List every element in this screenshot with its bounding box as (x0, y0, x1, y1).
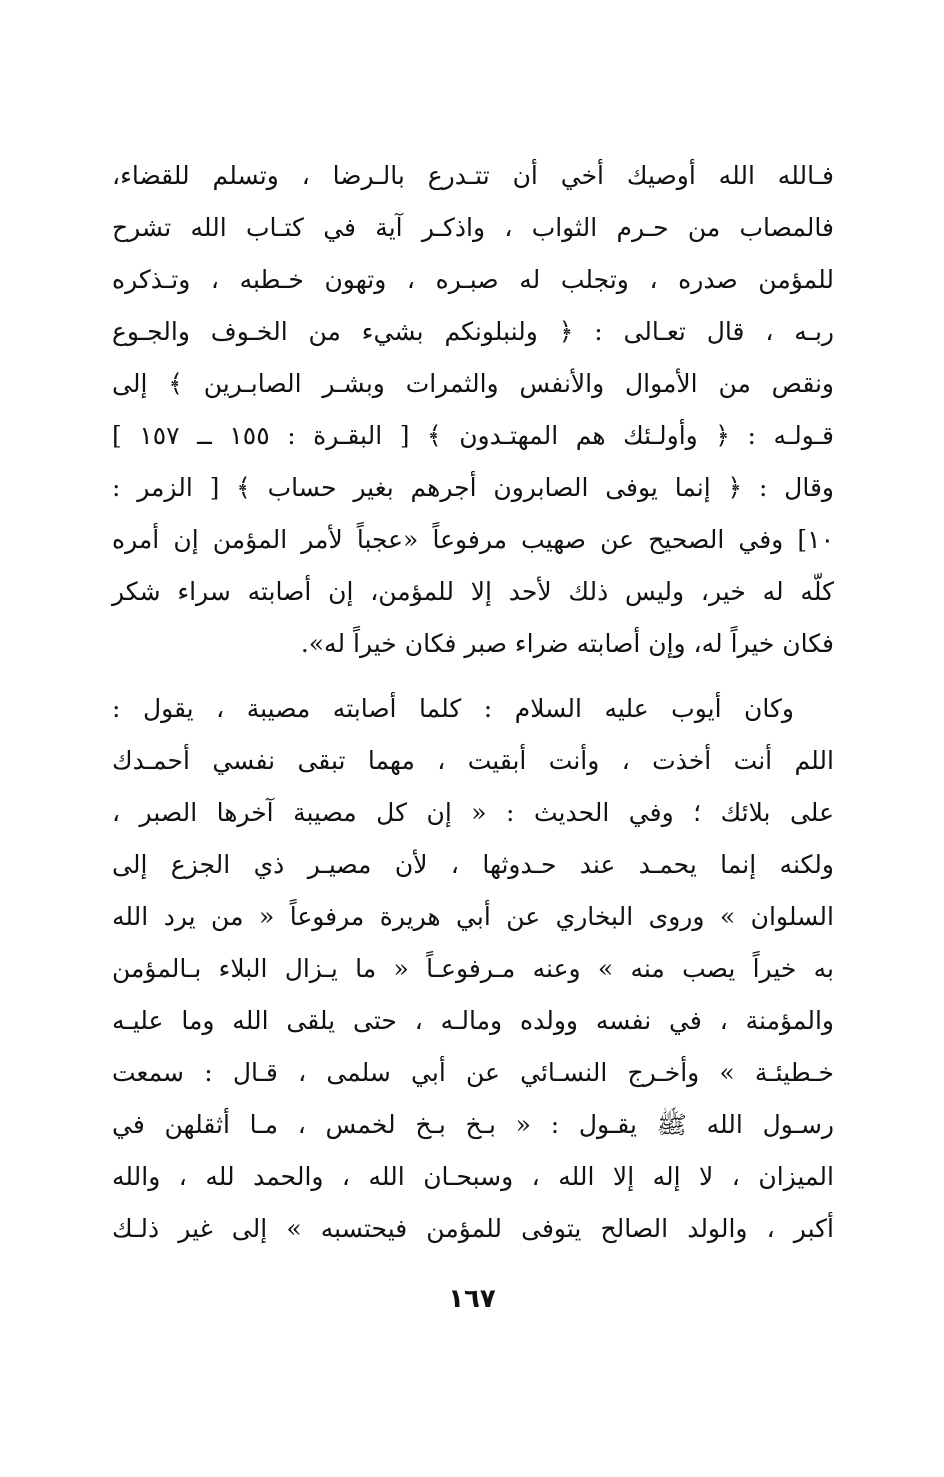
paragraph-2 (112, 683, 834, 1255)
text-line: رسـول الله ﷺ يقـول : « بـخ بـخ لخمس ، مـا أثقلهن في (112, 1110, 834, 1139)
text-line: ولكنه إنما يحمـد عند حـدوثها ، لأن مصيـر ذي الجزع إلى (112, 850, 834, 879)
text-line: أكبر ، والولد الصالح يتوفى للمؤمن فيحتسبه » إلى غير ذلـك (112, 1214, 834, 1243)
text-line: السلوان » وروى البخاري عن أبي هريرة مرفوعاً « من يرد الله (112, 902, 834, 931)
paragraph-1 (112, 150, 834, 670)
text-line: والمؤمنة ، في نفسه وولده ومالـه ، حتى يلقى الله وما عليـه (112, 1006, 834, 1035)
text-line: كلّه له خير، وليس ذلك لأحد إلا للمؤمن، إن أصابته سراء شكر (112, 577, 834, 606)
text-line: ١٠] وفي الصحيح عن صهيب مرفوعاً «عجباً لأمر المؤمن إن أمره (112, 525, 834, 554)
text-line: فكان خيراً له، وإن أصابته ضراء صبر فكان خيراً له». (300, 629, 834, 658)
text-line: وكان أيوب عليه السلام : كلما أصابته مصيبة ، يقول : (112, 694, 794, 723)
text-line: فالمصاب من حـرم الثواب ، واذكـر آية في كتـاب الله تشرح (112, 213, 834, 242)
text-line: خـطيئـة » وأخـرج النسـائي عن أبي سلمى ، قـال : سمعت (112, 1058, 834, 1087)
text-line: الميزان ، لا إله إلا الله ، وسبحـان الله ، والحمد لله ، والله (112, 1162, 834, 1191)
text-line: فـالله الله أوصيك أخي أن تتـدرع بالـرضا ، وتسلم للقضاء، (112, 161, 834, 190)
page-number: ١٦٧ (448, 1284, 496, 1314)
text-line: وقال : ﴿ إنما يوفى الصابرون أجرهم بغير حساب ﴾ [ الزمر : (112, 473, 834, 502)
text-line: اللم أنت أخذت ، وأنت أبقيت ، مهما تبقى نفسي أحمـدك (112, 746, 834, 775)
text-line: للمؤمن صدره ، وتجلب له صبـره ، وتهون خـطبه ، وتـذكره (112, 265, 834, 294)
text-line: على بلائك ؛ وفي الحديث : « إن كل مصيبة آخرها الصبر ، (112, 798, 834, 827)
text-line: ونقص من الأموال والأنفس والثمرات وبشـر الصابـرين ﴾ إلى (112, 369, 834, 398)
text-line: به خيراً يصب منه » وعنه مـرفوعـاً « ما يـزال البلاء بـالمؤمن (112, 954, 834, 983)
text-line: ربـه ، قال تعـالى : ﴿ ولنبلونكم بشيء من الخـوف والجـوع (112, 317, 834, 346)
text-line: قـولـه : ﴿ وأولـئك هم المهتـدون ﴾ [ البقـرة : ١٥٥ ــ ١٥٧ ] (112, 421, 834, 450)
